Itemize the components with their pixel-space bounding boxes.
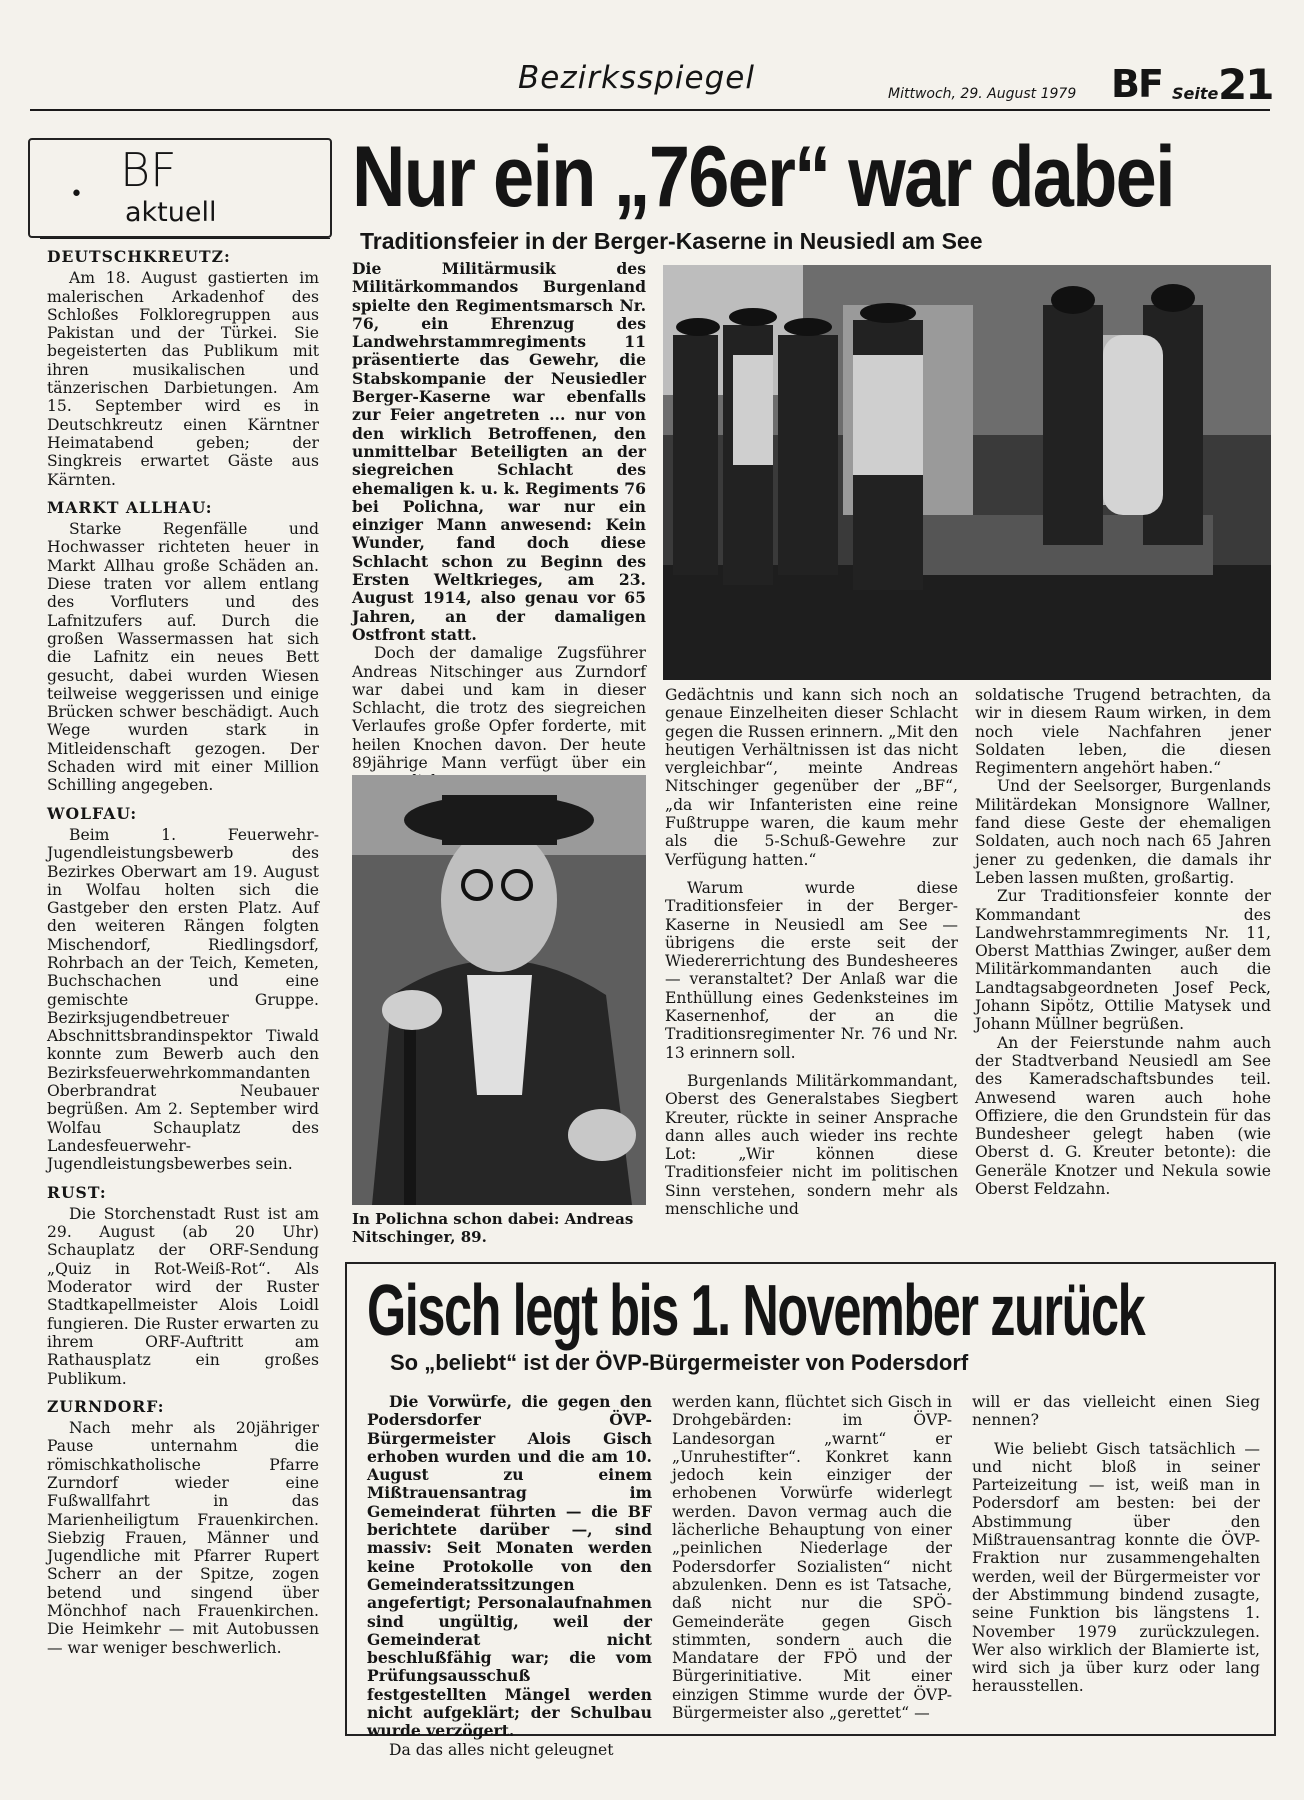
portrait-photo	[352, 775, 646, 1205]
article1-col3-p1: soldatische Trugend betrachten, da wir in diesem Raum wirken, in dem noch viele Nachfahren jener Soldaten leben, die diesen Regimentern angehört haben.“	[975, 686, 1271, 778]
page-label: Seite	[1172, 84, 1219, 103]
article1-col3-p3: Zur Traditionsfeier konnte der Kommandant des Landwehrstammregiments Nr. 11, Oberst Matthias Zwinger, außer dem Militärkommandanten auch die Landtagsabgeordneten Josef Peck, Johann Sipötz, Ottilie Matysek und Johann Müllner begrüßen.	[975, 887, 1271, 1034]
news-text: Die Storchenstadt Rust ist am 29. August (ab 20 Uhr) Schauplatz der ORF-Sendung „Quiz in Rot-Weiß-Rot“. Als Moderator wird der Ruster Stadtkapellmeister Alois Loidl fungieren. Die Ruster erwarten zu ihrem ORF-Auftritt am Rathausplatz ein großes Publikum.	[47, 1204, 319, 1388]
article1-col2-p3: Burgenlands Militärkommandant, Oberst des Generalstabes Siegbert Kreuter, rückte in seiner Ansprache dann alles auch wieder ins rechte Lot: „Wir können diese Traditionsfeier nicht im politischen Sinn verstehen, sondern mehr als menschliche und	[665, 1071, 958, 1219]
news-text: Beim 1. Feuerwehr-Jugendleistungsbewerb des Bezirkes Oberwart am 19. August in Wolfau holten sich die Gastgeber den ersten Platz. Auf den weiteren Rängen folgten Mischendorf, Riedlingsdorf, Rohrbach an der Teich, Kemeten, Buchschachen und eine gemischte Gruppe. Bezirksjugendbetreuer Abschnittsbrandinspektor Tiwald konnte zum Bewerb auch den Bezirksfeuerwehrkommandanten Oberbrandrat Neubauer begrüßen. Am 2. September wird Wolfau Schauplatz des Landesfeuerwehr-Jugendleistungsbewerbes sein.	[47, 825, 319, 1174]
page-number: 21	[1218, 60, 1273, 109]
news-text: Nach mehr als 20jähriger Pause unternahm die römischkatholische Pfarre Zurndorf wieder eine Fußwallfahrt in das Marienheiligtum Frauenkirchen. Siebzig Frauen, Männer und Jugendliche mit Pfarrer Rupert Scherr an der Spitze, zogen betend und singend über Mönchhof nach Frauenkirchen. Die Heimkehr — mit Autobussen — war weniger beschwerlich.	[47, 1419, 319, 1657]
article1-subhead: Traditionsfeier in der Berger-Kaserne in Neusiedl am See	[360, 228, 983, 254]
issue-date: Mittwoch, 29. August 1979	[888, 86, 1077, 102]
news-item-wolfau	[47, 805, 319, 1174]
article2-col1-body: Da das alles nicht geleugnet	[389, 1740, 614, 1759]
portrait-caption: In Polichna schon dabei: Andreas Nitschinger, 89.	[352, 1210, 634, 1246]
logo-dot: •	[70, 182, 83, 207]
article2-subhead: So „beliebt“ ist der ÖVP-Bürgermeister von Podersdorf	[390, 1350, 969, 1375]
article1-lead: Die Militärmusik des Militärkommandos Burgenland spielte den Regimentsmarsch Nr. 76, ein Ehrenzug des Landwehrstammregiments 11 präsentierte das Gewehr, die Stabskompanie der Neusiedler Berger-Kaserne war ebenfalls zur Feier angetreten ... nur von den wirklich Betroffenen, den unmittelbar Beteiligten an der siegreichen Schlacht des ehemaligen k. u. k. Regiments 76 bei Polichna, war nur ein einziger Mann anwesend: Kein Wunder, fand doch diese Schlacht schon zu Beginn des Ersten Weltkrieges, am 23. August 1914, also genau vor 65 Jahren, an der damaligen Ostfront statt.	[352, 259, 646, 644]
article2-lead: Die Vorwürfe, die gegen den Podersdorfer ÖVP-Bürgermeister Alois Gisch erhoben wurden und die am 10. August zu einem Mißtrauensantrag im Gemeinderat führten — die BF berichtete darüber —, sind massiv: Seit Monaten werden keine Protokolle von den Gemeinderatssitzungen angefertigt; Personalaufnahmen sind ungültig, weil der Gemeinderat nicht beschlußfähig war; die vom Prüfungsausschuß festgestellten Mängel werden nicht aufgeklärt; der Schulbau wurde verzögert.	[367, 1392, 652, 1741]
masthead-logo: BF	[1111, 62, 1162, 106]
header-rule	[30, 109, 1270, 111]
column-logo-bf: BF	[120, 143, 177, 197]
article1-col3-p2: Und der Seelsorger, Burgenlands Militärdekan Monsignore Wallner, fand diese Geste der ehemaligen Soldaten, auch noch nach 65 Jahren jener zu gedenken, die damals ihr Leben lassen mußten, großartig.	[975, 777, 1271, 887]
article1-col3	[975, 686, 1271, 1198]
sidebar-rule	[40, 238, 330, 239]
article1-col3-p4: An der Feierstunde nahm auch der Stadtverband Neusiedl am See des Kameradschaftsbundes teil. Anwesend waren auch hohe Offiziere, die den Grundstein für das Bundesheer gelegt haben (wie Oberst d. G. Kreuter betonte): die Generäle Knotzer und Nekula sowie Oberst Feldzahn.	[975, 1033, 1271, 1199]
article2-col3	[972, 1393, 1260, 1706]
article1-col2-p2: Warum wurde diese Traditionsfeier in der Berger-Kaserne in Neusiedl am See — übrigens die erste seit der Wiedererrichtung des Bundesheeres — veranstaltet? Der Anlaß war die Enthüllung eines Gedenksteines im Kasernenhof, der an die Traditionsregimenter Nr. 76 und Nr. 13 erinnern soll.	[665, 878, 958, 1062]
article1-col1-lead	[352, 260, 646, 801]
news-text: Am 18. August gastierten im malerischen Arkadenhof des Schloßes Folkloregruppen aus Pakistan und der Türkei. Sie begeisterten das Publikum mit ihren musikalischen und tänzerischen Darbietungen. Am 15. September wird es in Deutschkreutz einen Kärntner Heimatabend geben; der Singkreis erwartet Gäste aus Kärnten.	[47, 269, 319, 489]
article2-headline: Gisch legt bis 1. November zurück	[367, 1271, 1145, 1351]
article1-col2	[665, 686, 958, 1228]
group-photo	[663, 265, 1271, 680]
section-title: Bezirksspiegel	[518, 60, 755, 96]
article1-headline: Nur ein „76er“ war dabei	[352, 129, 1174, 225]
portrait-photo-image	[352, 775, 646, 1205]
news-keyword: MARKT ALLHAU:	[47, 497, 213, 517]
news-item-deutschkreutz	[47, 248, 319, 489]
column-logo-aktuell: aktuell	[125, 197, 217, 228]
article2-col3-p2: Wie beliebt Gisch tatsächlich — und nicht bloß in seiner Parteizeitung — ist, weiß man in Podersdorf am besten: bei der Abstimmung über den Mißtrauensantrag konnte die ÖVP-Fraktion nur zusammengehalten werden, weil der Bürgermeister vor der Abstimmung bindend zusagte, seine Funktion bis längstens 1. November 1979 zurückzulegen. Wer also wirklich der Blamierte ist, wird sich ja über kurz oder lang herausstellen.	[972, 1439, 1260, 1696]
article1-body: Doch der damalige Zugsführer Andreas Nitschinger aus Zurndorf war dabei und kam in dieser Schlacht, die trotz des siegreichen Verlaufes große Opfer forderte, mit heilen Knochen davon. Der heute 89jährige Mann verfügt über ein	[352, 644, 646, 773]
news-keyword: ZURNDORF:	[47, 1396, 165, 1416]
news-item-markt-allhau	[47, 499, 319, 795]
sidebar-column	[47, 248, 319, 1667]
article2-col3-p1: will er das vielleicht einen Sieg nennen?	[972, 1393, 1260, 1430]
article1-col2-p1: Gedächtnis und kann sich noch an genaue Einzelheiten dieser Schlacht gegen die Russen erinnern. „Mit den heutigen Verhältnissen ist das nicht vergleichbar“, meinte Andreas Nitschinger gegenüber der „BF“, „da wir Infanteristen eine reine Fußtruppe waren, die kaum mehr als die 5-Schuß-Gewehre zur Verfügung hatten.“	[665, 686, 958, 869]
news-text: Starke Regenfälle und Hochwasser richteten heuer in Markt Allhau große Schäden an. Diese traten vor allem entlang des Vorfluters und des Lafnitzufers auf. Durch die großen Wassermassen hat sich die Lafnitz ein neues Bett gesucht, dabei wurden Wiesen teilweise weggerissen und einige Brücken schwer beschädigt. Auch Wege wurden stark in Mitleidenschaft gezogen. Der Schaden wird mit einer Million Schilling angegeben.	[47, 520, 319, 795]
article2-col1	[367, 1393, 652, 1769]
group-photo-image	[663, 265, 1271, 680]
news-keyword: WOLFAU:	[47, 803, 138, 823]
article2-col2	[672, 1393, 952, 1732]
news-keyword: DEUTSCHKREUTZ:	[47, 247, 231, 266]
news-keyword: RUST:	[47, 1182, 107, 1202]
article2-col2-text: werden kann, flüchtet sich Gisch in Drohgebärden: im ÖVP-Landesorgan „warnt“ er „Unruhestifter“. Konkret kann jedoch kein einziger der erhobenen Vorwürfe widerlegt werden. Davon vermag auch die lächerliche Behauptung von einer „peinlichen Niederlage der Podersdorfer Sozialisten“ nicht abzulenken. Denn es ist Tatsache, daß nicht nur die SPÖ-Gemeinderäte gegen Gisch stimmten, sondern auch die Mandatare der FPÖ und der Bürgerinitiative. Mit einer einzigen Stimme wurde der ÖVP-Bürgermeister also „gerettet“ —	[672, 1393, 952, 1723]
news-item-zurndorf	[47, 1398, 319, 1657]
news-item-rust	[47, 1184, 319, 1388]
